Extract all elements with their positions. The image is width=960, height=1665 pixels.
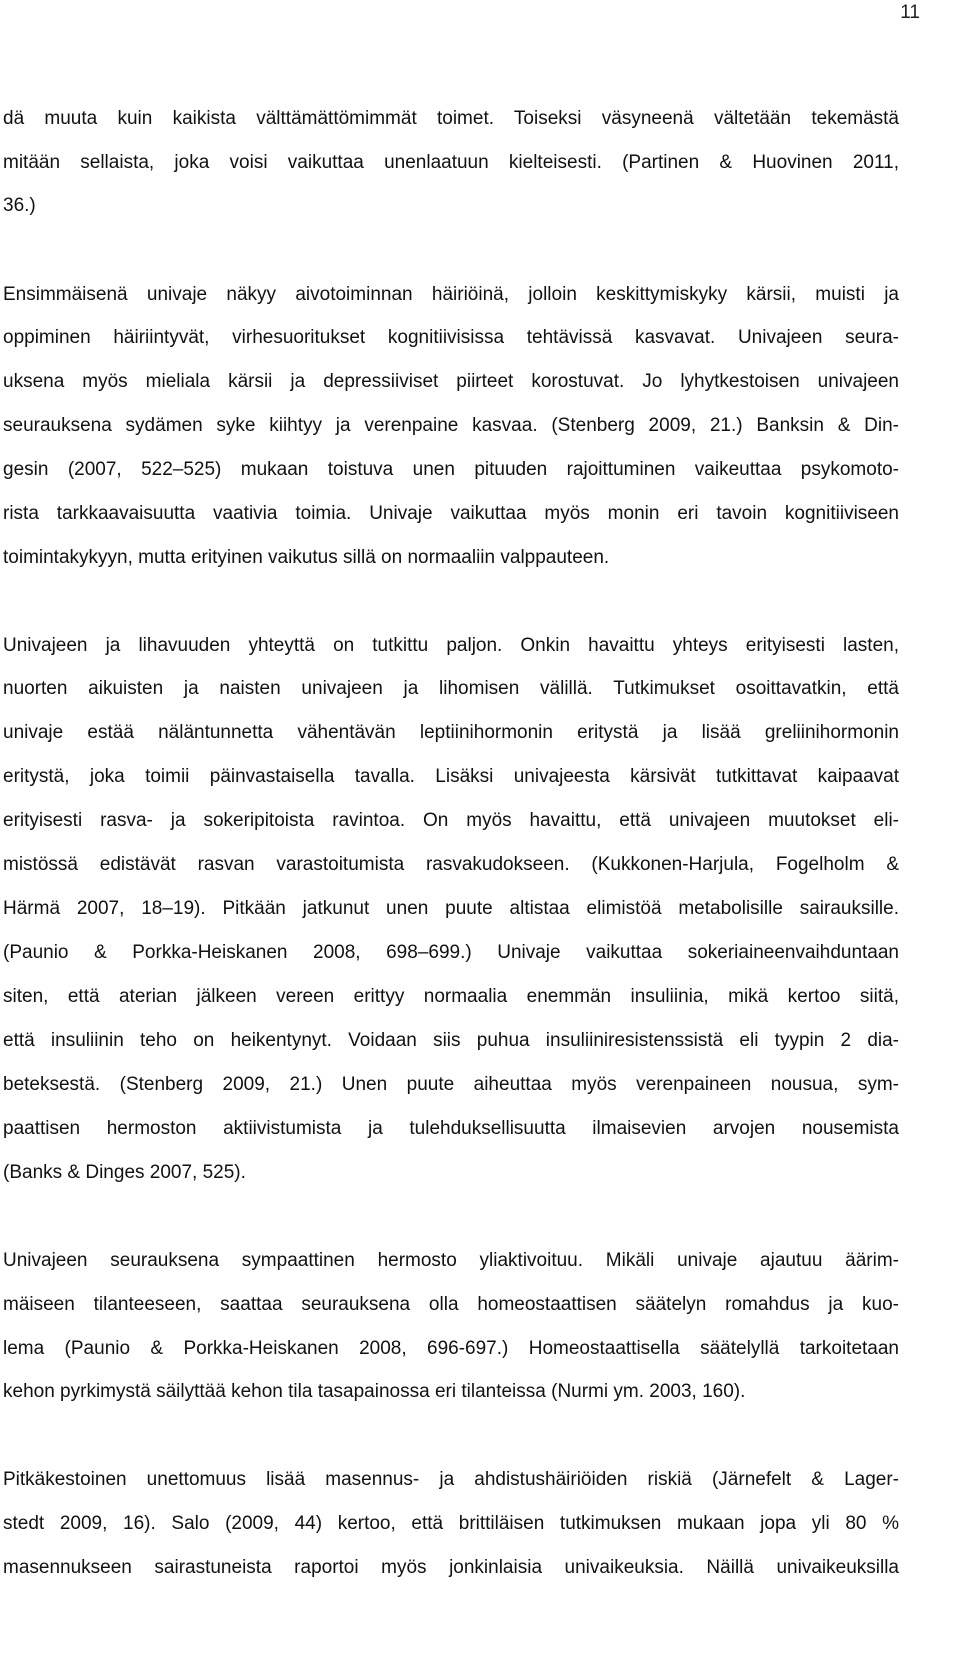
text-line: nuorten aikuisten ja naisten univajeen ja lihomisen välillä. Tutkimukset osoittavatkin, että <box>3 678 899 699</box>
text-line: lema (Paunio & Porkka-Heiskanen 2008, 696-697.) Homeostaattisella säätelyllä tarkoitetaan <box>3 1338 899 1359</box>
text-line: stedt 2009, 16). Salo (2009, 44) kertoo, että brittiläisen tutkimuksen mukaan jopa yli 80 % <box>3 1513 899 1534</box>
text-line: gesin (2007, 522–525) mukaan toistuva unen pituuden rajoittuminen vaikeuttaa psykomoto- <box>3 459 899 480</box>
text-line: Härmä 2007, 18–19). Pitkään jatkunut unen puute altistaa elimistöä metabolisille sairauksille. <box>3 898 899 919</box>
text-line: mistössä edistävät rasvan varastoitumista rasvakudokseen. (Kukkonen-Harjula, Fogelholm & <box>3 854 899 875</box>
text-line: Univajeen ja lihavuuden yhteyttä on tutkittu paljon. Onkin havaittu yhteys erityisesti lasten, <box>3 635 899 656</box>
text-line: univaje estää näläntunnetta vähentävän leptiinihormonin eritystä ja lisää greliinihormonin <box>3 722 899 743</box>
text-line: Univajeen seurauksena sympaattinen hermosto yliaktivoituu. Mikäli univaje ajautuu äärim- <box>3 1250 899 1271</box>
text-line: mäiseen tilanteeseen, saattaa seurauksena olla homeostaattisen säätelyn romahdus ja kuo- <box>3 1294 899 1315</box>
text-line: 36.) <box>3 195 36 216</box>
text-line: paattisen hermoston aktiivistumista ja tulehduksellisuutta ilmaisevien arvojen nousemista <box>3 1118 899 1139</box>
text-line: beteksestä. (Stenberg 2009, 21.) Unen puute aiheuttaa myös verenpaineen nousua, sym- <box>3 1074 899 1095</box>
text-line: Pitkäkestoinen unettomuus lisää masennus- ja ahdistushäiriöiden riskiä (Järnefelt & Lager- <box>3 1469 899 1490</box>
text-line: masennukseen sairastuneista raportoi myös jonkinlaisia univaikeuksia. Näillä univaikeuksilla <box>3 1557 899 1578</box>
text-line: eritystä, joka toimii päinvastaisella tavalla. Lisäksi univajeesta kärsivät tutkittavat kaipaavat <box>3 766 899 787</box>
text-line: dä muuta kuin kaikista välttämättömimmät toimet. Toiseksi väsyneenä vältetään tekemästä <box>3 108 899 129</box>
text-line: Ensimmäisenä univaje näkyy aivotoiminnan häiriöinä, jolloin keskittymiskyky kärsii, muisti ja <box>3 284 899 305</box>
text-line: rista tarkkaavaisuutta vaativia toimia. Univaje vaikuttaa myös monin eri tavoin kognitiiviseen <box>3 503 899 524</box>
text-line: mitään sellaista, joka voisi vaikuttaa unenlaatuun kielteisesti. (Partinen & Huovinen 2011, <box>3 152 899 173</box>
text-line: uksena myös mieliala kärsii ja depressiiviset piirteet korostuvat. Jo lyhytkestoisen univajeen <box>3 371 899 392</box>
text-line: seurauksena sydämen syke kiihtyy ja verenpaine kasvaa. (Stenberg 2009, 21.) Banksin & Din- <box>3 415 899 436</box>
page-number: 11 <box>900 2 920 23</box>
text-line: toimintakykyyn, mutta erityinen vaikutus sillä on normaaliin valppauteen. <box>3 547 610 568</box>
text-line: oppiminen häiriintyvät, virhesuoritukset kognitiivisissa tehtävissä kasvavat. Univajeen seura- <box>3 327 899 348</box>
text-line: siten, että aterian jälkeen vereen erittyy normaalia enemmän insuliinia, mikä kertoo siitä, <box>3 986 899 1007</box>
text-line: erityisesti rasva- ja sokeripitoista ravintoa. On myös havaittu, että univajeen muutokset eli- <box>3 810 899 831</box>
text-line: (Paunio & Porkka-Heiskanen 2008, 698–699.) Univaje vaikuttaa sokeriaineenvaihduntaan <box>3 942 899 963</box>
text-line: (Banks & Dinges 2007, 525). <box>3 1162 246 1183</box>
text-line: että insuliinin teho on heikentynyt. Voidaan siis puhua insuliiniresistenssistä eli tyypin 2 dia- <box>3 1030 899 1051</box>
text-line: kehon pyrkimystä säilyttää kehon tila tasapainossa eri tilanteissa (Nurmi ym. 2003, 160). <box>3 1381 746 1402</box>
